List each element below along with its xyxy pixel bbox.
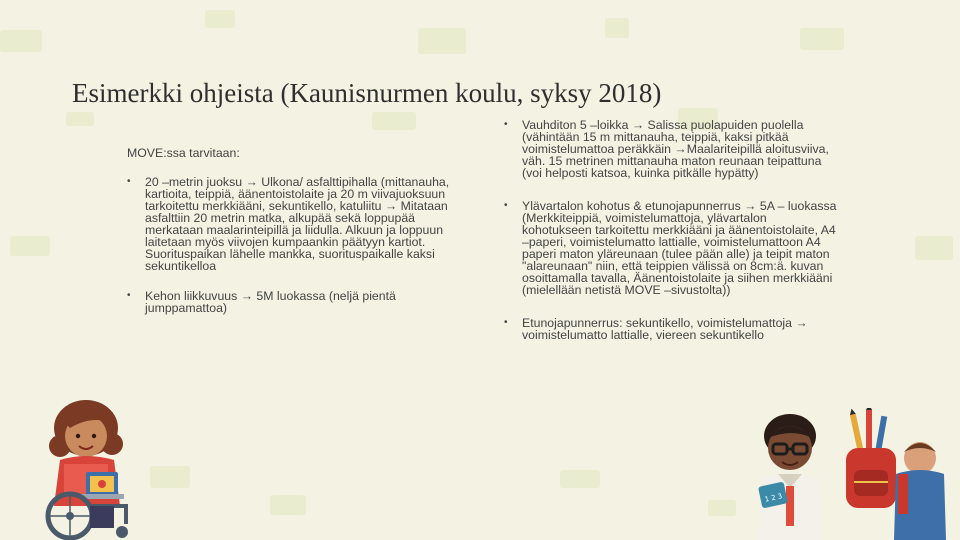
left-intro: MOVE:ssa tarvitaan: <box>127 146 240 160</box>
left-column <box>127 147 457 332</box>
bg-blob <box>150 466 190 488</box>
list-item <box>504 119 837 179</box>
list-item-text: Vauhditon 5 –loikka → Salissa puolapuiden puolella (vähintään 15 m mittanauha, teippiä, kaksi pitkää voimistelumattoa peräkkäin →Maalariteipillä aloitusviiva, väh. 15 metrinen mittanauha maton reunaan teipattuna (voi helposti katsoa, kuinka pitkälle hypätty) <box>522 118 829 180</box>
bg-blob <box>800 28 844 50</box>
bullet-glyph: • <box>504 317 508 328</box>
list-item-text: 20 –metrin juoksu → Ulkona/ asfalttipihalla (mittanauha, kartioita, teippiä, äänentoistolaite ja 20 m viivajuoksuun tarkoitettu merkkiääni, sekuntikello, katuliitu → Mitataan asfalttiin 20 metrin matka, alkupää sekä loppupää merkataan maalarinteipillä ja liidulla. Alkuun ja loppuun laitetaan myös viivojen kumpaankin päätyyn kartiot. Suorituspaikan lähelle mankka, suorituspaikalle kaksi sekuntikelloa <box>145 175 450 273</box>
right-column <box>504 119 837 362</box>
svg-text:1 2 3: 1 2 3 <box>763 492 784 504</box>
bg-blob <box>270 495 306 515</box>
bg-blob <box>605 18 629 38</box>
bg-blob <box>418 28 466 54</box>
list-item-text: Ylävartalon kohotus & etunojapunnerrus → 5A – luokassa (Merkkiteippiä, voimistelumattoja, ylävartalon kohotukseen tarkoitettu merkkiääni ja äänentoistolaite, A4 –paperi, voimistelumatto lattialle, voimistelumattoon A4 paperi maton yläreunaan (tulee pään alle) ja teipit maton "alareunaan" niin, että teippien välissä on 8cm:ä. kuvan osoittamalla tavalla, Äänentoistolaite ja siihen merkkiääni (mielellään netistä MOVE –sivustolta)) <box>522 199 837 297</box>
bg-blob <box>560 470 600 488</box>
list-item-text: Etunojapunnerrus: sekuntikello, voimistelumattoja → voimistelumatto lattialle, viereen sekuntikello <box>522 316 808 342</box>
list-item <box>504 200 837 296</box>
bullet-glyph: • <box>127 176 131 187</box>
bullet-glyph: • <box>127 290 131 301</box>
right-bullet-list <box>504 119 837 341</box>
wheelchair-child-illustration <box>30 398 140 540</box>
backpack-pencils-illustration <box>840 408 950 540</box>
list-item <box>504 317 837 341</box>
child-with-glasses-illustration <box>748 408 832 540</box>
bg-blob <box>205 10 235 28</box>
bg-blob <box>915 236 953 260</box>
bg-blob <box>10 236 50 256</box>
bullet-glyph: • <box>504 119 508 130</box>
list-item <box>127 290 457 314</box>
bg-blob <box>0 30 42 52</box>
bullet-glyph: • <box>504 200 508 211</box>
bg-blob <box>372 112 416 130</box>
bg-blob <box>66 112 94 126</box>
slide-title: Esimerkki ohjeista (Kaunisnurmen koulu, syksy 2018) <box>72 78 662 108</box>
left-bullet-list <box>127 176 457 314</box>
bg-blob <box>708 500 736 516</box>
list-item-text: Kehon liikkuvuus → 5M luokassa (neljä pientä jumppamattoa) <box>145 289 396 315</box>
list-item <box>127 176 457 272</box>
